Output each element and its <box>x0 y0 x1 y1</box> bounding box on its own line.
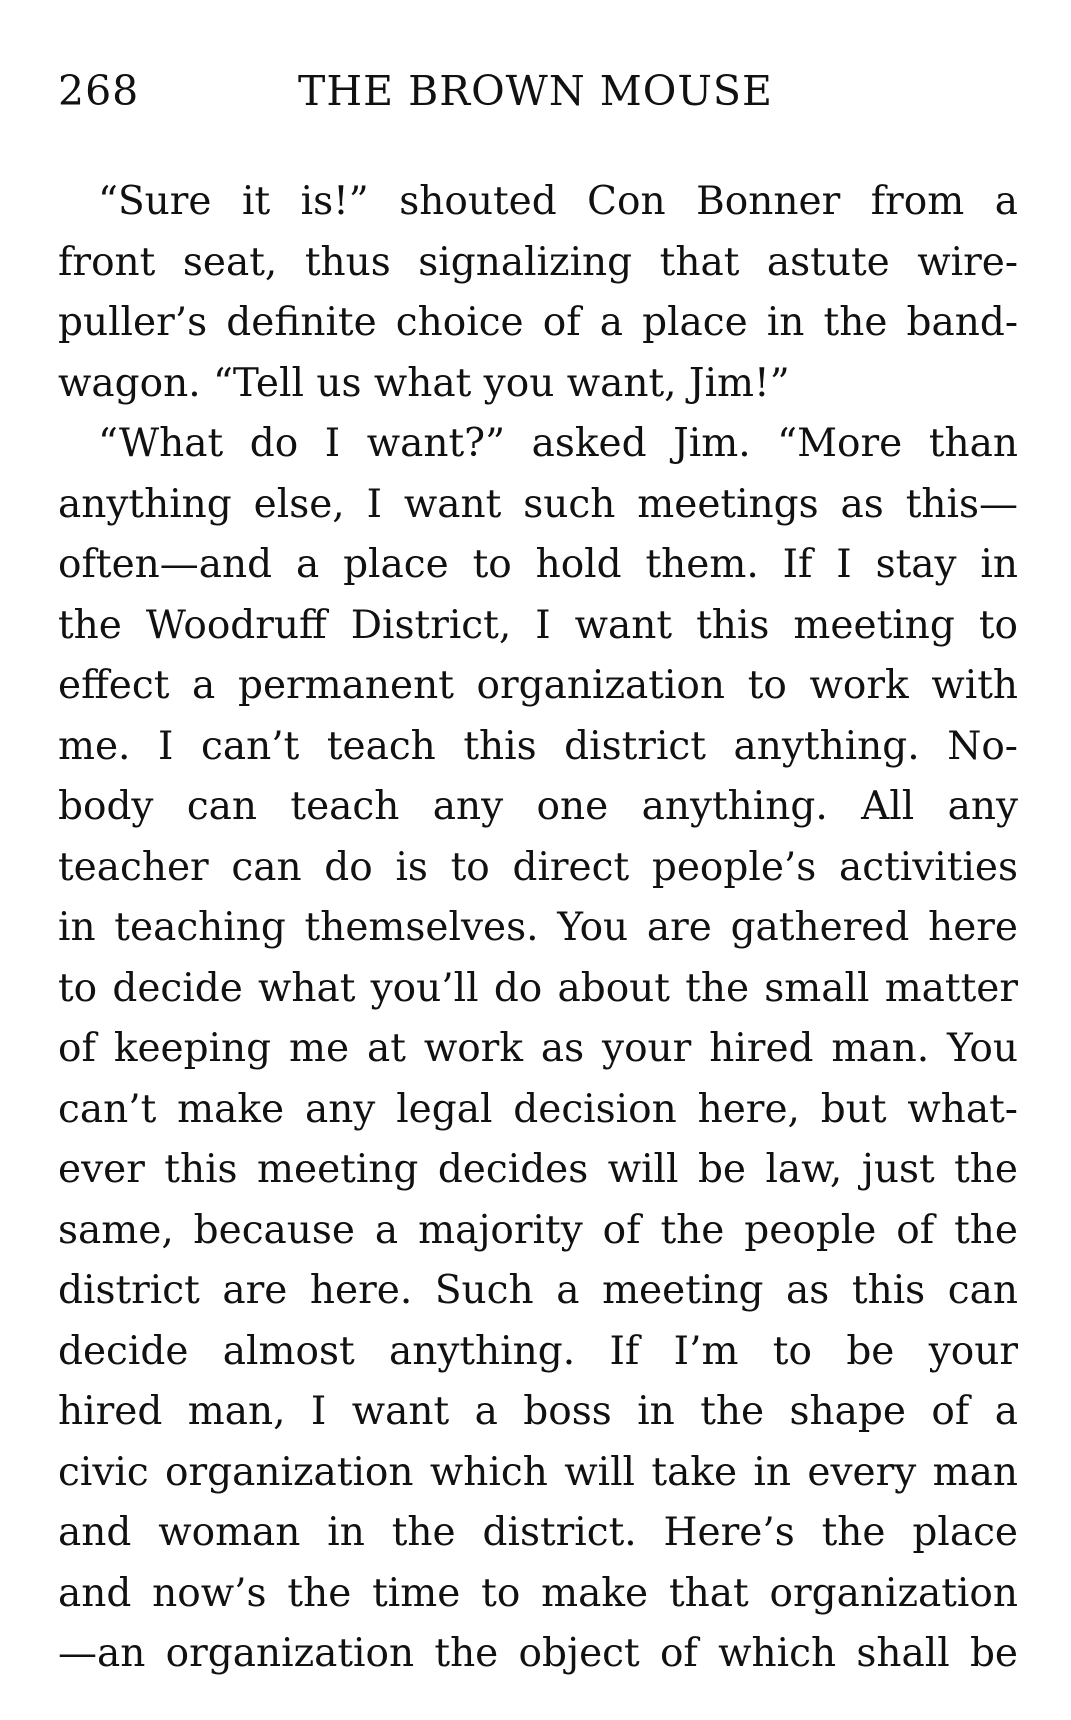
body-text <box>58 172 1018 1685</box>
running-title: THE BROWN MOUSE <box>298 67 773 115</box>
text-line: puller’s definite choice of a place in the band- <box>58 300 1018 345</box>
text-line: effect a permanent organization to work with <box>58 663 1018 708</box>
text-line: and woman in the district. Here’s the place <box>58 1510 1018 1555</box>
text-line: hired man, I want a boss in the shape of a <box>58 1389 1018 1434</box>
text-line: front seat, thus signalizing that astute wire- <box>58 239 1018 285</box>
text-line: anything else, I want such meetings as this— <box>58 481 1018 527</box>
text-line: district are here. Such a meeting as this can <box>58 1268 1018 1313</box>
page-number: 268 <box>58 67 140 115</box>
text-line: me. I can’t teach this district anything. No- <box>58 723 1018 769</box>
text-line: same, because a majority of the people of the <box>58 1207 1018 1253</box>
text-line: can’t make any legal decision here, but what- <box>58 1086 1018 1132</box>
text-line: “Sure it is!” shouted Con Bonner from a <box>98 179 1018 224</box>
text-line: body can teach any one anything. All any <box>58 784 1018 829</box>
text-line: ever this meeting decides will be law, just the <box>58 1147 1018 1192</box>
text-line: and now’s the time to make that organization <box>58 1570 1018 1616</box>
text-line: in teaching themselves. You are gathered here <box>58 905 1018 950</box>
running-head <box>58 66 1018 116</box>
text-line: —an organization the object of which shall be <box>58 1631 1018 1676</box>
text-line: civic organization which will take in every man <box>58 1449 1018 1495</box>
text-line: the Woodruff District, I want this meeting to <box>58 602 1018 648</box>
text-line: to decide what you’ll do about the small matter <box>58 965 1018 1011</box>
text-line: often—and a place to hold them. If I stay in <box>58 542 1018 587</box>
text-line: of keeping me at work as your hired man. You <box>58 1026 1018 1071</box>
text-line: “What do I want?” asked Jim. “More than <box>98 421 1018 466</box>
text-line: teacher can do is to direct people’s activities <box>58 844 1018 890</box>
text-line: wagon. “Tell us what you want, Jim!” <box>58 360 790 406</box>
text-line: decide almost anything. If I’m to be your <box>58 1328 1018 1374</box>
